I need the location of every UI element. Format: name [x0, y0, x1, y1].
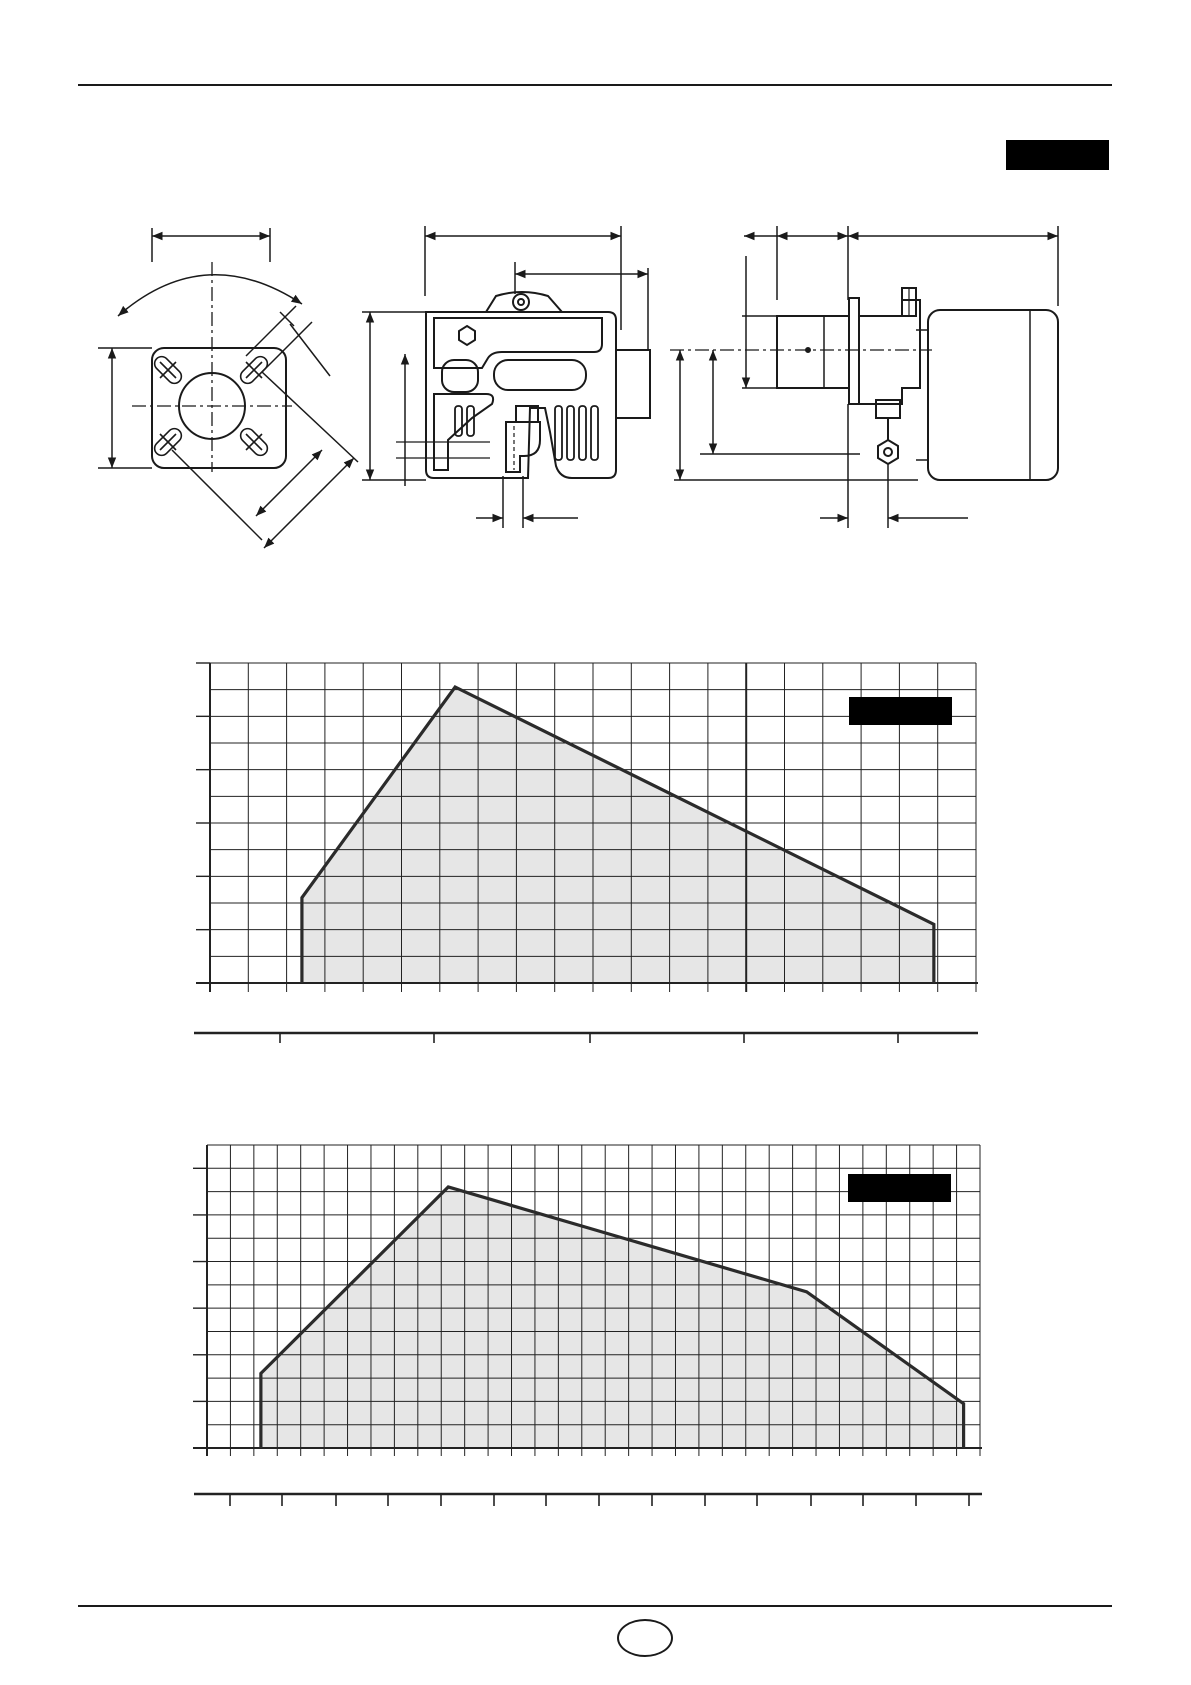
- chart-series-area: [261, 1187, 964, 1448]
- chart-2-legend-box: [848, 1174, 951, 1202]
- footer-rule: [78, 1605, 1112, 1607]
- page-number-badge: [617, 1619, 673, 1657]
